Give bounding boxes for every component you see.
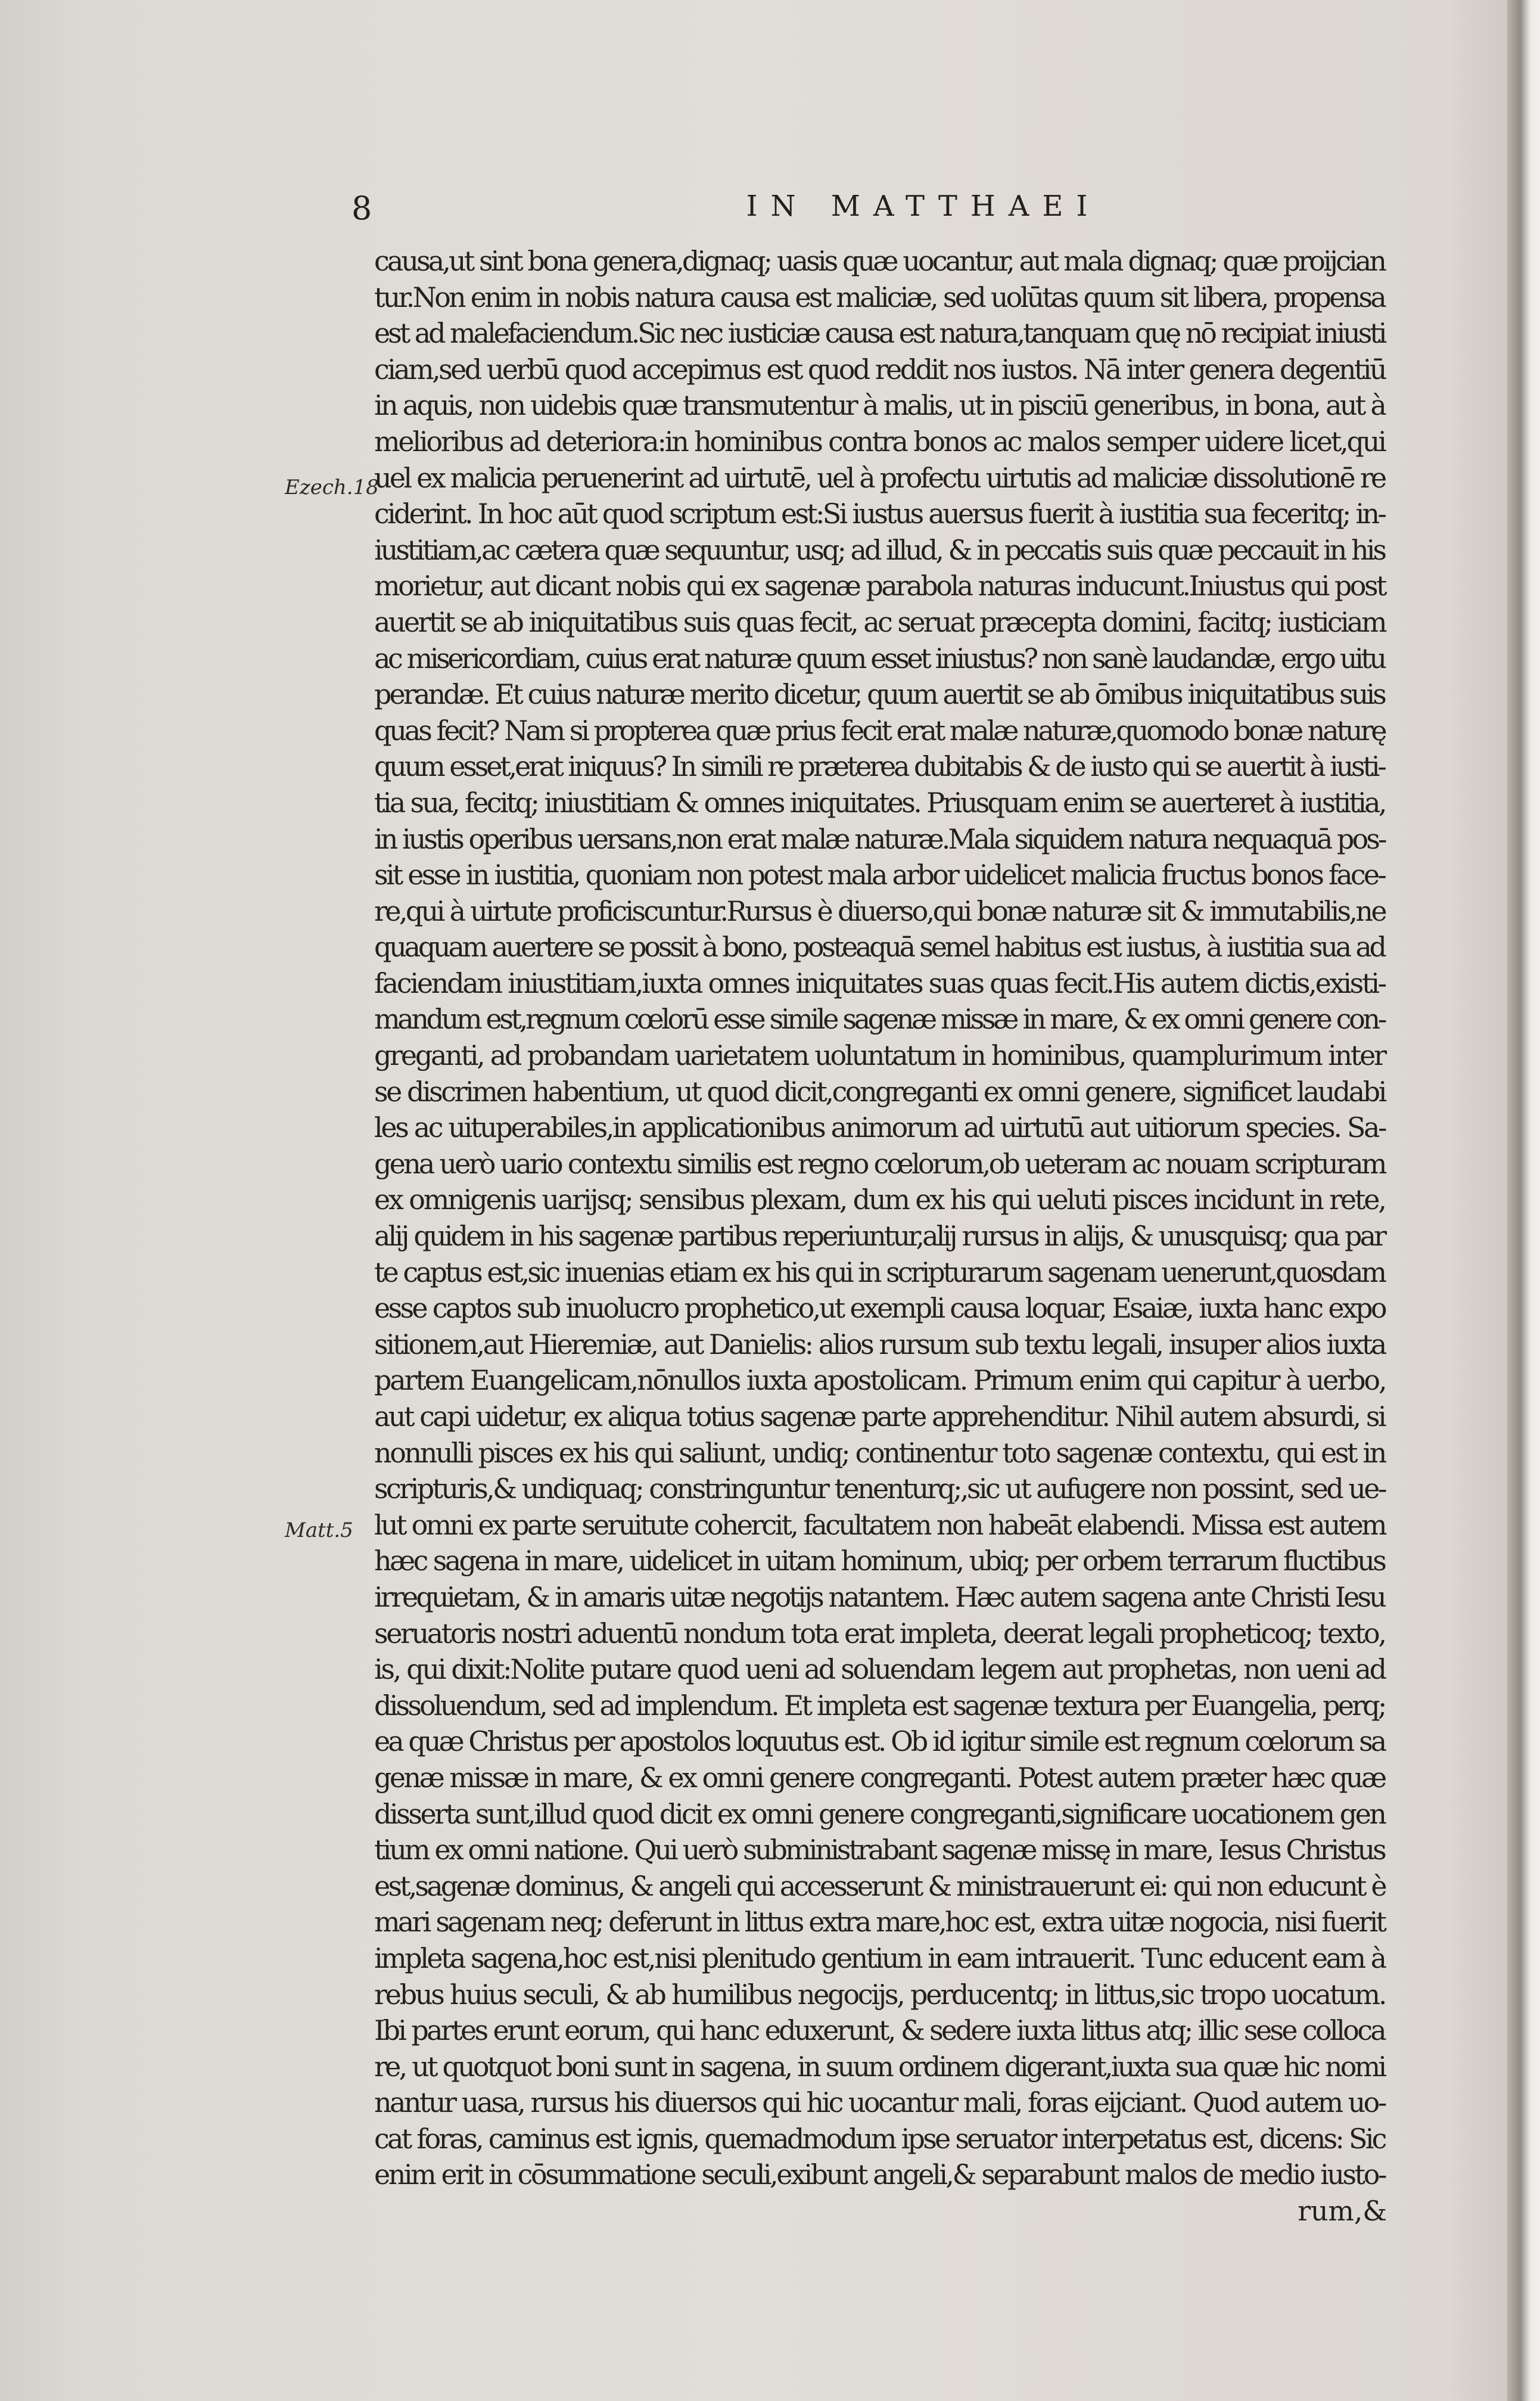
text-line: gena uerò uario contextu similis est regno cœlorum,ob ueteram ac nouam scripturam: [374, 1147, 1385, 1180]
text-line: uel ex malicia peruenerint ad uirtutē, uel à profectu uirtutis ad maliciæ dissolutionē re: [374, 461, 1385, 494]
text-line: Ibi partes erunt eorum, qui hanc eduxerunt, & sedere iuxta littus atq; illic sese colloca: [374, 2014, 1385, 2047]
text-line: lut omni ex parte seruitute cohercit, facultatem non habeāt elabendi. Missa est autem: [374, 1508, 1385, 1541]
text-line: cat foras, caminus est ignis, quemadmodum ipse seruator interpetatus est, dicens: Sic: [374, 2122, 1385, 2155]
text-line: irrequietam, & in amaris uitæ negotijs natantem. Hæc autem sagena ante Christi Iesu: [374, 1580, 1385, 1613]
text-line: morietur, aut dicant nobis qui ex sagenæ parabola naturas inducunt.Iniustus qui post: [374, 570, 1385, 602]
text-line: nonnulli pisces ex his qui saliunt, undiq; continentur toto sagenæ contextu, qui est in: [374, 1436, 1385, 1469]
margin-note-ezech: Ezech.18: [285, 476, 379, 499]
text-line: perandæ. Et cuius naturæ merito dicetur, quum auertit se ab ōmibus iniquitatibus suis: [374, 678, 1385, 711]
text-line: esse captos sub inuolucro prophetico,ut exempli causa loquar, Esaiæ, iuxta hanc expo: [374, 1292, 1385, 1325]
text-line: in iustis operibus uersans,non erat malæ naturæ.Mala siquidem natura nequaquā pos-: [374, 822, 1385, 855]
text-line: causa,ut sint bona genera,dignaq; uasis quæ uocantur, aut mala dignaq; quæ proijcian: [374, 245, 1385, 277]
text-line: sit esse in iustitia, quoniam non potest mala arbor uidelicet malicia fructus bonos face-: [374, 859, 1385, 892]
text-line: les ac uituperabiles,in applicationibus animorum ad uirtutū aut uitiorum species. Sa-: [374, 1111, 1386, 1144]
text-line: mari sagenam neq; deferunt in littus extra mare,hoc est, extra uitæ nogocia, nisi fuerit: [374, 1906, 1385, 1939]
text-line: ea quæ Christus per apostolos loquutus est. Ob id igitur simile est regnum cœlorum sa: [374, 1725, 1385, 1758]
text-line: ex omnigenis uarijsq; sensibus plexam, dum ex his qui ueluti pisces incidunt in rete,: [374, 1184, 1385, 1216]
text-line: alij quidem in his sagenæ partibus reperiuntur,alij rursus in alijs, & unusquisq; qua par: [374, 1220, 1385, 1253]
text-line: tur.Non enim in nobis natura causa est maliciæ, sed uolūtas quum sit libera, propensa: [374, 281, 1385, 313]
text-line: ac misericordiam, cuius erat naturæ quum esset iniustus? non sanè laudandæ, ergo uitu: [374, 642, 1385, 675]
text-line: sitionem,aut Hieremiæ, aut Danielis: alios rursum sub textu legali, insuper alios iuxta: [374, 1328, 1385, 1361]
text-line: ciam,sed uerbū quod accepimus est quod reddit nos iustos. Nā inter genera degentiū: [374, 353, 1385, 386]
text-line: tium ex omni natione. Qui uerò subministrabant sagenæ missę in mare, Iesus Christus: [374, 1834, 1385, 1866]
text-line: te captus est,sic inuenias etiam ex his qui in scripturarum sagenam uenerunt,quosdam: [374, 1256, 1385, 1288]
text-line: aut capi uidetur, ex aliqua totius sagenæ parte apprehenditur. Nihil autem absurdi, si: [374, 1400, 1385, 1433]
text-line: quum esset,erat iniquus? In simili re præterea dubitabis & de iusto qui se auertit à iusti-: [374, 750, 1385, 783]
text-line: auertit se ab iniquitatibus suis quas fecit, ac seruat præcepta domini, facitq; iusticiam: [374, 605, 1386, 638]
text-line: rebus huius seculi, & ab humilibus negocijs, perducentq; in littus,sic tropo uocatum.: [374, 1978, 1386, 2011]
text-line: greganti, ad probandam uarietatem uoluntatum in hominibus, quamplurimum inter: [374, 1039, 1385, 1072]
text-line: genæ missæ in mare, & ex omni genere congreganti. Potest autem præter hæc quæ: [374, 1761, 1385, 1794]
text-line: tia sua, fecitq; iniustitiam & omnes iniquitates. Priusquam enim se auerteret à iustitia,: [374, 786, 1385, 819]
catchword: rum,&: [1298, 2195, 1387, 2228]
text-line: scripturis,& undiquaq; constringuntur tenenturq;,sic ut aufugere non possint, sed ue-: [374, 1473, 1385, 1505]
text-line: mandum est,regnum cœlorū esse simile sagenæ missæ in mare, & ex omni genere con-: [374, 1003, 1385, 1036]
text-line: hæc sagena in mare, uidelicet in uitam hominum, ubiq; per orbem terrarum fluctibus: [374, 1545, 1385, 1577]
text-line: impleta sagena,hoc est,nisi plenitudo gentium in eam intrauerit. Tunc educent eam à: [374, 1942, 1385, 1974]
folio-number: 8: [351, 190, 372, 227]
text-line: se discrimen habentium, ut quod dicit,congreganti ex omni genere, significet laudabi: [374, 1075, 1385, 1108]
page-header: [351, 190, 1495, 237]
text-line: faciendam iniustitiam,iuxta omnes iniquitates suas quas fecit.His autem dictis,existi-: [374, 967, 1385, 999]
text-line: ciderint. In hoc aūt quod scriptum est:Si iustus auersus fuerit à iustitia sua feceritq; in-: [374, 498, 1385, 530]
text-line: re,qui à uirtute proficiscuntur.Rursus è diuerso,qui bonæ naturæ sit & immutabilis,ne: [374, 894, 1385, 927]
text-line: est,sagenæ dominus, & angeli qui accesserunt & ministrauerunt ei: qui non educunt è: [374, 1869, 1385, 1902]
margin-note-matt: Matt.5: [285, 1518, 353, 1542]
text-line: nantur uasa, rursus his diuersos qui hic uocantur mali, foras eijciant. Quod autem uo-: [374, 2086, 1385, 2119]
text-line: est ad malefaciendum.Sic nec iusticiæ causa est natura,tanquam quę nō recipiat iniusti: [374, 317, 1385, 350]
text-line: re, ut quotquot boni sunt in sagena, in suum ordinem digerant,iuxta sua quæ hic nomi: [374, 2050, 1385, 2083]
body-text: [374, 243, 1387, 2229]
text-line: seruatoris nostri aduentū nondum tota erat impleta, deerat legali propheticoq; texto,: [374, 1617, 1385, 1650]
text-line: quas fecit? Nam si propterea quæ prius fecit erat malæ naturæ,quomodo bonæ naturę: [374, 714, 1385, 747]
running-head: IN MATTHAEI: [746, 190, 1101, 223]
text-line: in aquis, non uidebis quæ transmutentur à malis, ut in pisciū generibus, in bona, aut à: [374, 389, 1385, 422]
text-line: is, qui dixit:Nolite putare quod ueni ad soluendam legem aut prophetas, non ueni ad: [374, 1653, 1385, 1686]
page-edge: [1507, 0, 1540, 2401]
text-line: enim erit in cōsummatione seculi,exibunt angeli,& separabunt malos de medio iusto-: [374, 2158, 1385, 2191]
text-line: disserta sunt,illud quod dicit ex omni genere congreganti,significare uocationem gen: [374, 1797, 1385, 1830]
text-line: dissoluendum, sed ad implendum. Et impleta est sagenæ textura per Euangelia, perq;: [374, 1689, 1385, 1722]
text-line: iustitiam,ac cætera quæ sequuntur, usq; ad illud, & in peccatis suis quæ peccauit in his: [374, 533, 1385, 566]
text-line: quaquam auertere se possit à bono, posteaquā semel habitus est iustus, à iustitia sua ad: [374, 931, 1385, 964]
text-line: melioribus ad deteriora:in hominibus contra bonos ac malos semper uidere licet,qui: [374, 425, 1385, 458]
text-line: partem Euangelicam,nōnullos iuxta apostolicam. Primum enim qui capitur à uerbo,: [374, 1364, 1386, 1397]
